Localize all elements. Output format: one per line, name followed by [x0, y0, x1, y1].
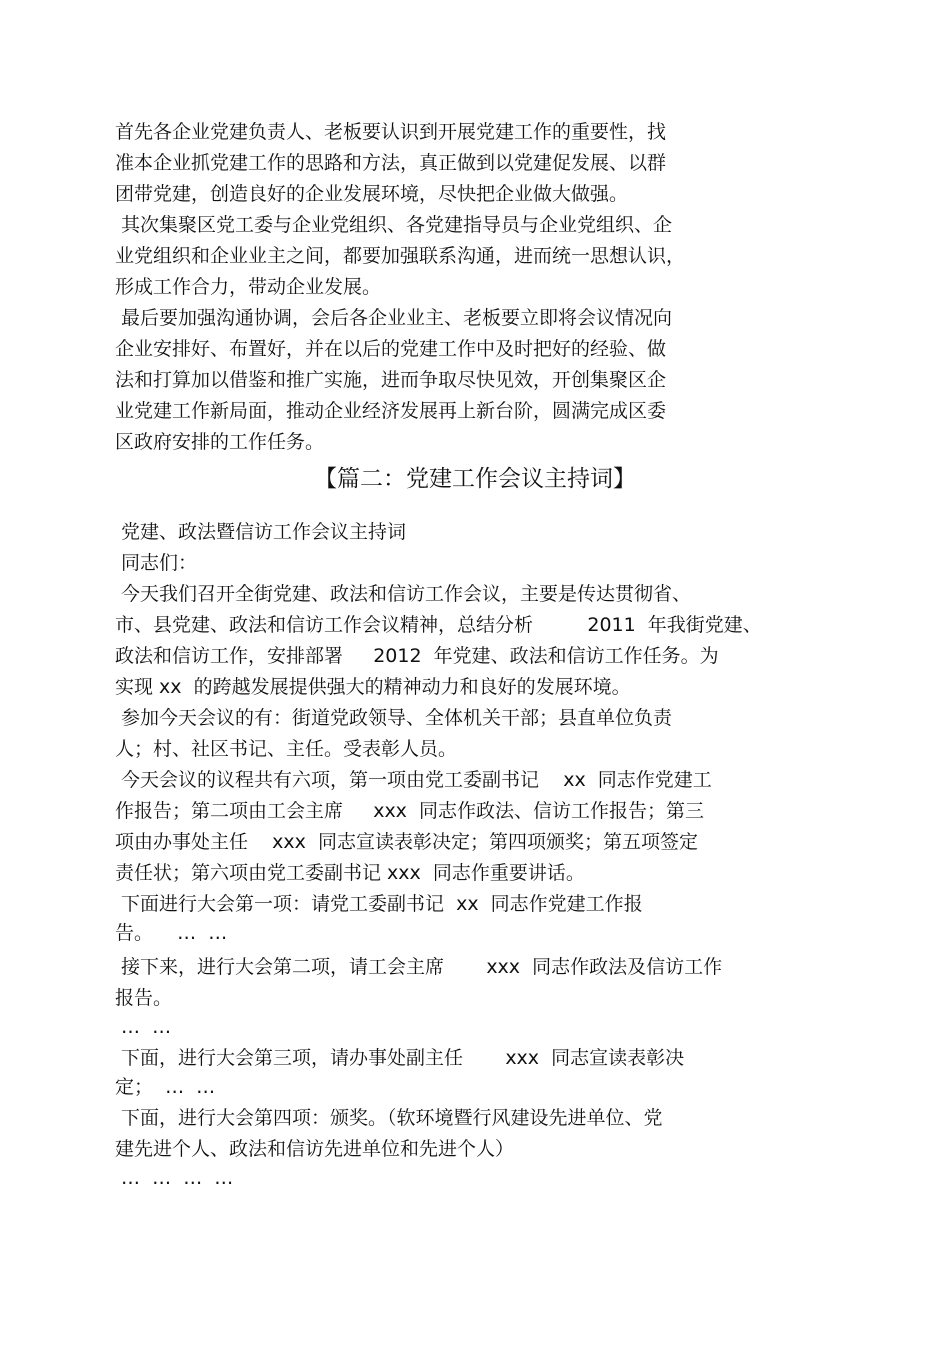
- text-line: 定； … …: [115, 1076, 216, 1098]
- text-line: 责任状；第六项由党工委副书记 xxx 同志作重要讲话。: [115, 862, 585, 884]
- text-line: … … … …: [115, 1167, 234, 1189]
- text-line: 项由办事处主任 xxx 同志宣读表彰决定；第四项颁奖；第五项签定: [115, 831, 698, 853]
- text-line: … …: [115, 1016, 172, 1038]
- text-line: 报告。: [115, 987, 173, 1009]
- text-line: 接下来，进行大会第二项，请工会主席 xxx 同志作政法及信访工作: [115, 956, 723, 978]
- text-line: 下面，进行大会第三项，请办事处副主任 xxx 同志宣读表彰决: [115, 1047, 685, 1069]
- text-line: 参加今天会议的有：街道党政领导、全体机关干部；县直单位负责: [115, 707, 673, 729]
- text-line: 人；村、社区书记、主任。受表彰人员。: [115, 738, 458, 760]
- text-line: 建先进个人、政法和信访先进单位和先进个人）: [115, 1138, 515, 1160]
- text-line: 今天会议的议程共有六项，第一项由党工委副书记 xx 同志作党建工: [115, 769, 712, 791]
- text-line: 团带党建，创造良好的企业发展环境，尽快把企业做大做强。: [115, 183, 629, 205]
- text-line: 政法和信访工作，安排部署 2012 年党建、政法和信访工作任务。为: [115, 645, 719, 667]
- text-line: 形成工作合力，带动企业发展。: [115, 276, 382, 298]
- text-line: 实现 xx 的跨越发展提供强大的精神动力和良好的发展环境。: [115, 676, 631, 698]
- text-line: 下面进行大会第一项：请党工委副书记 xx 同志作党建工作报: [115, 893, 643, 915]
- section-title: 【篇二：党建工作会议主持词】: [314, 466, 636, 492]
- text-line: 区政府安排的工作任务。: [115, 431, 325, 453]
- text-line: 同志们：: [115, 552, 198, 574]
- text-line: 作报告；第二项由工会主席 xxx 同志作政法、信访工作报告；第三: [115, 800, 705, 822]
- text-line: 今天我们召开全街党建、政法和信访工作会议，主要是传达贯彻省、: [115, 583, 692, 605]
- text-line: 企业安排好、布置好，并在以后的党建工作中及时把好的经验、做: [115, 338, 667, 360]
- text-line: 告。 … …: [115, 922, 228, 944]
- text-line: 业党组织和企业业主之间，都要加强联系沟通，进而统一思想认识，: [115, 245, 686, 267]
- text-line: 业党建工作新局面，推动企业经济发展再上新台阶，圆满完成区委: [115, 400, 667, 422]
- text-line: 其次集聚区党工委与企业党组织、各党建指导员与企业党组织、企: [115, 214, 673, 236]
- text-line: 最后要加强沟通协调，会后各企业业主、老板要立即将会议情况向: [115, 307, 673, 329]
- text-line: 法和打算加以借鉴和推广实施，进而争取尽快见效，开创集聚区企: [115, 369, 667, 391]
- text-line: 首先各企业党建负责人、老板要认识到开展党建工作的重要性，找: [115, 121, 667, 143]
- text-line: 党建、政法暨信访工作会议主持词: [115, 521, 407, 543]
- text-line: 下面，进行大会第四项：颁奖。（软环境暨行风建设先进单位、党: [115, 1107, 663, 1129]
- text-line: 准本企业抓党建工作的思路和方法，真正做到以党建促发展、以群: [115, 152, 667, 174]
- text-line: 市、县党建、政法和信访工作会议精神，总结分析 2011 年我街党建、: [115, 614, 762, 636]
